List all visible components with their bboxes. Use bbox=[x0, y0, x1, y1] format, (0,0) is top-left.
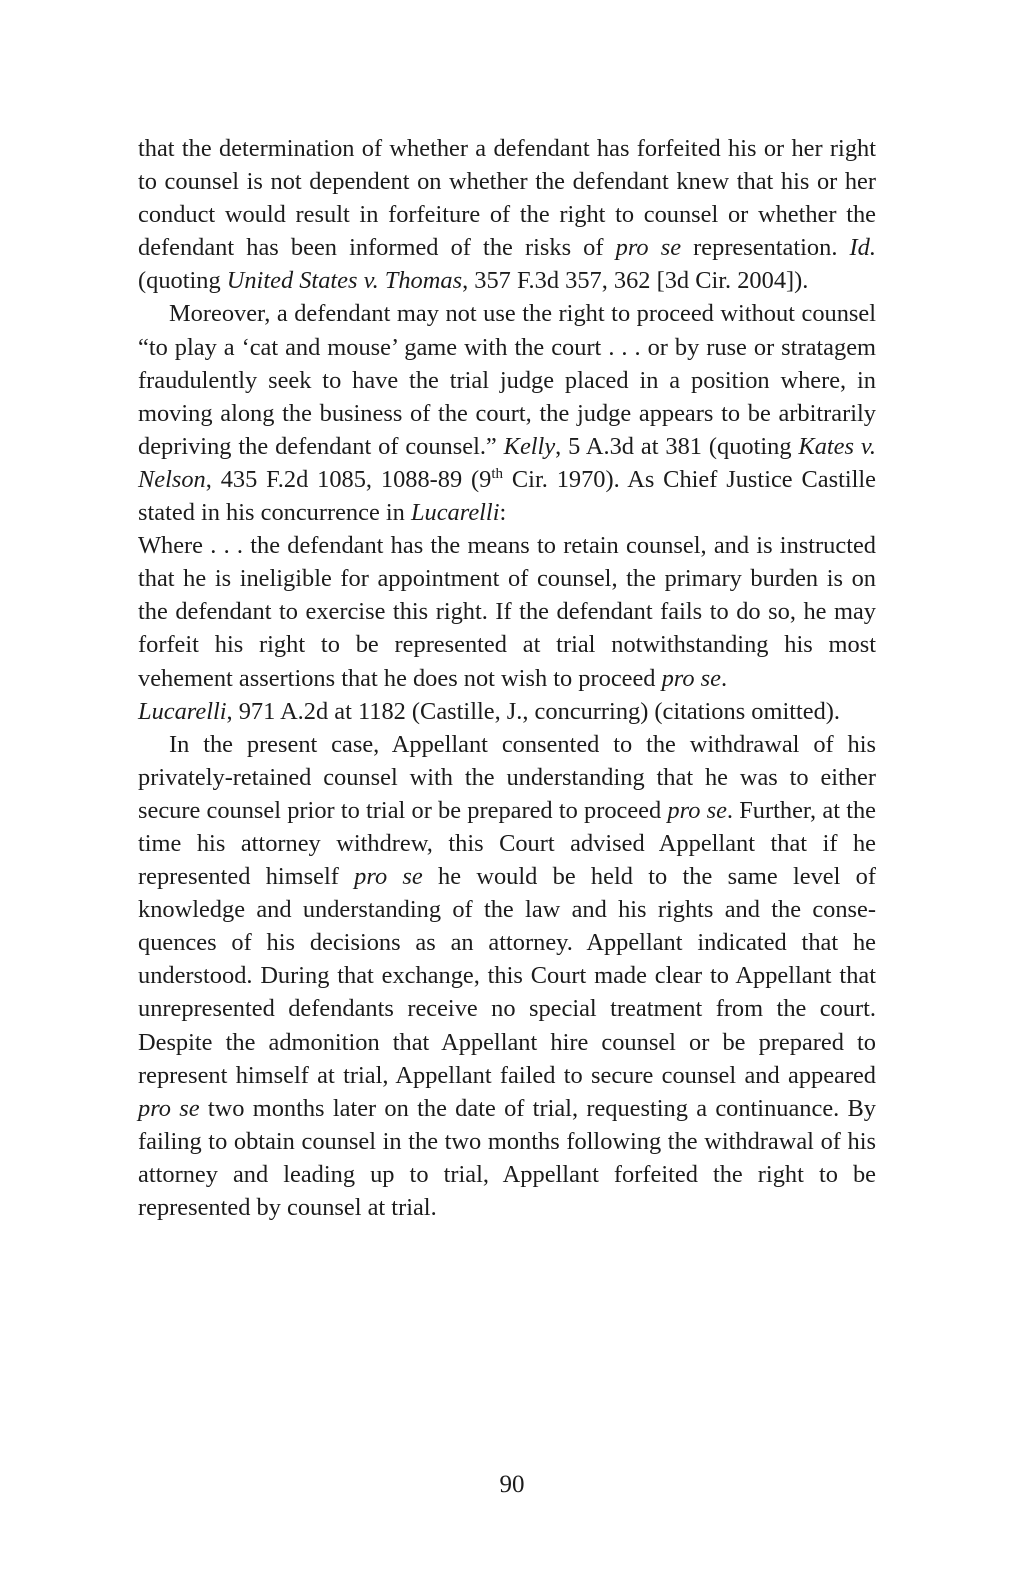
text-span: Moreover, a defendant may not use the right to proceed without counsel “to play a ‘cat and mouse’ game with the court . . . or by ruse or stratagem fraudulently seek to have the trial judge placed in a position where, in moving along the business of the court, the judge appears to be arbitrarily depriving the defendant of counsel.” bbox=[138, 300, 876, 460]
case-citation: Id. bbox=[849, 234, 876, 262]
italic-term: pro se bbox=[661, 664, 721, 692]
paragraph-continuation bbox=[138, 132, 876, 297]
quote-citation bbox=[138, 695, 876, 728]
case-citation: United States v. Thomas bbox=[226, 267, 463, 295]
ordinal-superscript: th bbox=[491, 465, 504, 482]
text-span: , 5 A.3d at 381 (quoting bbox=[555, 432, 799, 460]
text-span: he would be held to the same level of knowledge and understanding of the law and his rights and the consequences of his decisions as an attorney. Appellant indicated that he understood. During that exchange, this Court made clear to Appellant that unrepresented defendants receive no special treatment from the court. Despite the admonition that Appellant hire counsel or be prepared to represent himself at trial, Appellant failed to secure counsel and appeared bbox=[138, 863, 876, 1089]
paragraph-present-case bbox=[138, 728, 876, 1224]
text-span: two months later on the date of trial, requesting a continuance. By failing to obtain counsel in the two months following the withdrawal of his attorney and leading up to trial, Appellant forfeited the right to be represented by counsel at trial. bbox=[138, 1094, 876, 1221]
case-citation: Lucarelli bbox=[138, 697, 227, 725]
paragraph-moreover bbox=[138, 297, 876, 529]
block-quote bbox=[138, 529, 876, 694]
case-citation: Kelly bbox=[503, 432, 556, 460]
page-body bbox=[138, 132, 876, 1224]
text-span: Where . . . the defendant has the means to retain counsel, and is instructed that he is ineligible for appointment of counsel, the primary burden is on the defendant to exercise this right. If the defendant fails to do so, he may forfeit his right to be represented at trial notwithstanding his most vehement assertions that he does not wish to proceed bbox=[138, 532, 876, 692]
text-span: : bbox=[499, 499, 507, 527]
italic-term: pro se bbox=[667, 796, 727, 824]
text-span: , 357 F.3d 357, 362 [3d Cir. 2004]). bbox=[462, 267, 809, 295]
text-span: In the present case, Appellant consented to the withdrawal of his privately-retained counsel with the understanding that he was to either secure counsel prior to trial or be prepared to proceed bbox=[138, 730, 876, 824]
text-span: . Further, at the time his attorney withdrew, this Court advised Appellant that if he represented himself bbox=[138, 796, 876, 891]
text-span: . bbox=[721, 664, 728, 692]
text-span: representation. bbox=[681, 234, 850, 262]
page-number: 90 bbox=[499, 1471, 525, 1498]
italic-term: pro se bbox=[138, 1094, 200, 1122]
text-span: , 435 F.2d 1085, 1088-89 (9 bbox=[205, 465, 492, 493]
italic-term: pro se bbox=[354, 863, 423, 891]
italic-term: pro se bbox=[615, 234, 682, 262]
case-citation: Kates v. Nelson bbox=[138, 432, 876, 493]
case-citation: Lucarelli bbox=[410, 499, 500, 527]
text-span: Cir. 1970). As Chief Justice Castille stated in his concurrence in bbox=[138, 465, 877, 527]
text-span: , 971 A.2d at 1182 (Castille, J., concurring) (citations omitted). bbox=[226, 697, 841, 725]
text-span: (quoting bbox=[138, 267, 227, 295]
text-span: that the determination of whether a defendant has forfeited his or her right to counsel is not dependent on whether the defendant knew that his or her conduct would result in forfeiture of the right to counsel or whether the defendant has been informed of the risks of bbox=[138, 135, 876, 262]
